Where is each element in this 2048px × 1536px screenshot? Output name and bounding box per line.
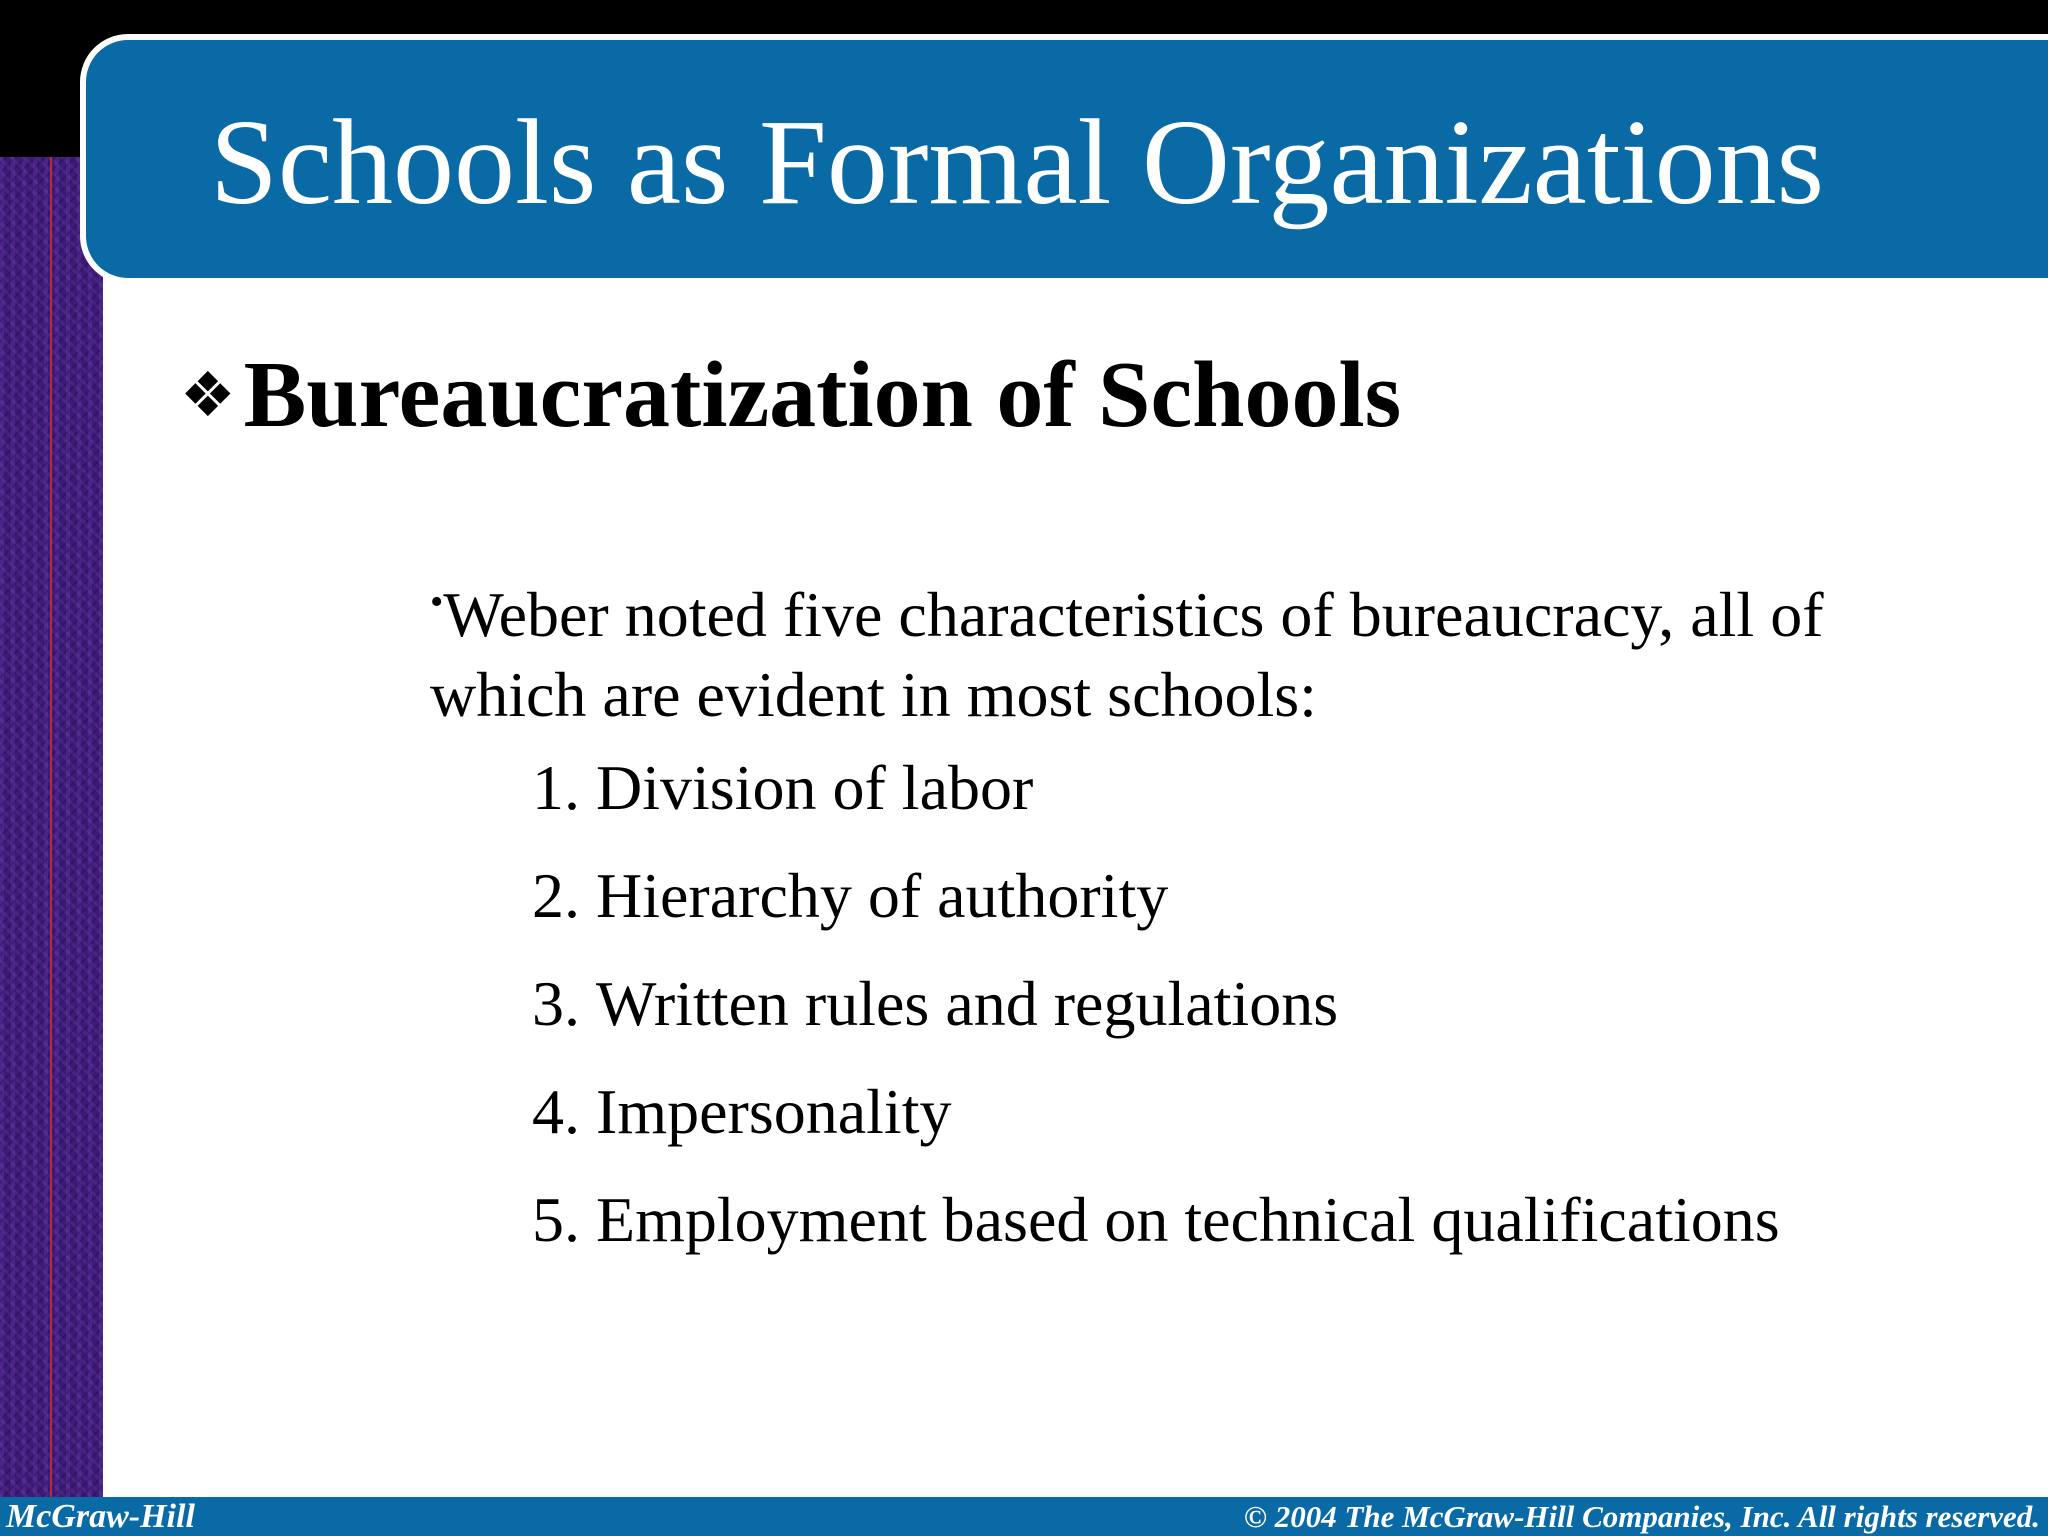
section-heading xyxy=(180,335,1401,455)
footer-copyright: © 2004 The McGraw-Hill Companies, Inc. All rights reserved. xyxy=(1243,1499,2040,1534)
list-item-number: 2. xyxy=(532,860,580,931)
four-diamond-icon: ❖ xyxy=(180,358,236,431)
slide-title: Schools as Formal Organizations xyxy=(210,95,1825,230)
intro-text: Weber noted five characteristics of bureaucracy, all of which are evident in most schools: xyxy=(430,579,1824,730)
section-heading-text: Bureaucratization of Schools xyxy=(243,343,1402,447)
list-item-text: Hierarchy of authority xyxy=(596,860,1169,931)
list-item-text: Employment based on technical qualifications xyxy=(596,1184,1780,1255)
bullet-dot-icon: • xyxy=(430,581,444,623)
accent-line xyxy=(50,157,52,1497)
footer-publisher: McGraw-Hill xyxy=(6,1498,195,1535)
list-item-number: 4. xyxy=(532,1076,580,1147)
list-item-text: Written rules and regulations xyxy=(596,968,1339,1039)
list-item-number: 1. xyxy=(532,752,580,823)
intro-paragraph xyxy=(430,562,1890,735)
list-item xyxy=(532,961,1780,1069)
list-item-number: 3. xyxy=(532,968,580,1039)
characteristics-list xyxy=(532,745,1780,1285)
list-item xyxy=(532,853,1780,961)
list-item-text: Impersonality xyxy=(596,1076,952,1147)
list-item-number: 5. xyxy=(532,1184,580,1255)
list-item xyxy=(532,745,1780,853)
list-item-text: Division of labor xyxy=(596,752,1034,823)
list-item xyxy=(532,1069,1780,1177)
list-item xyxy=(532,1177,1780,1285)
footer-bar xyxy=(0,1497,2048,1536)
